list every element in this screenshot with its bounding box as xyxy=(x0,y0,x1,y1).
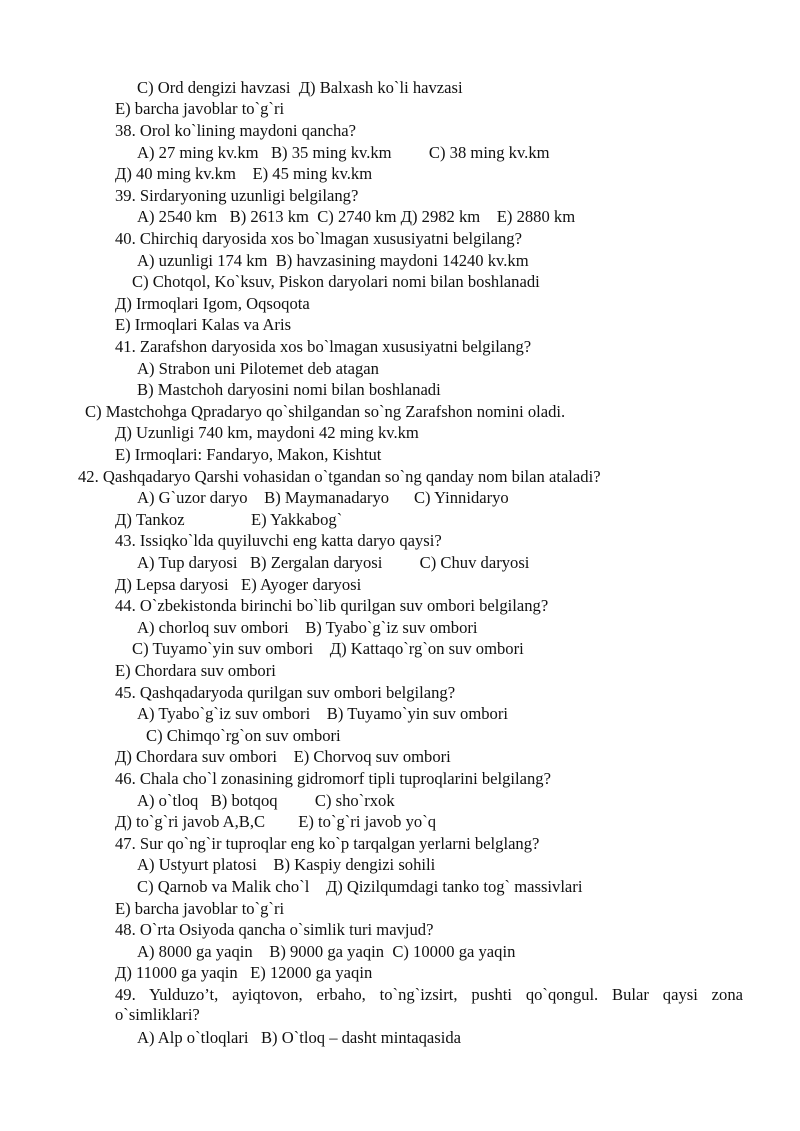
question-48: 48. O`rta Osiyoda qancha o`simlik turi mavjud? xyxy=(115,920,434,939)
text-line: C) Ord dengizi havzasi Д) Balxash ko`li havzasi xyxy=(137,78,463,97)
answer-options: Д) 11000 ga yaqin E) 12000 ga yaqin xyxy=(115,963,373,982)
answer-options: Д) to`g`ri javob A,B,C E) to`g`ri javob yo`q xyxy=(115,812,437,831)
answer-options: E) barcha javoblar to`g`ri xyxy=(115,899,285,918)
answer-options: C) Mastchohga Qpradaryo qo`shilgandan so`ng Zarafshon nomini oladi. xyxy=(85,402,566,421)
answer-options: A) Ustyurt platosi B) Kaspiy dengizi sohili xyxy=(137,855,436,874)
text-line: E) barcha javoblar to`g`ri xyxy=(115,99,285,118)
question-42: 42. Qashqadaryo Qarshi vohasidan o`tgandan so`ng qanday nom bilan ataladi? xyxy=(78,467,601,486)
question-49: 49. Yulduzo’t, ayiqtovon, erbaho, to`ng`izsirt, pushti qo`qongul. Bular qaysi zona o`simliklari? xyxy=(115,985,743,1024)
answer-options: E) Irmoqlari: Fandaryo, Makon, Kishtut xyxy=(115,445,382,464)
answer-options: Д) 40 ming kv.km E) 45 ming kv.km xyxy=(115,164,373,183)
question-43: 43. Issiqko`lda quyiluvchi eng katta daryo qaysi? xyxy=(115,531,442,550)
answer-options: A) Tyabo`g`iz suv ombori B) Tuyamo`yin suv ombori xyxy=(137,704,508,723)
answer-options: C) Chotqol, Ko`ksuv, Piskon daryolari nomi bilan boshlanadi xyxy=(132,272,540,291)
answer-options: A) Alp o`tloqlari B) O`tloq – dasht mintaqasida xyxy=(137,1028,461,1047)
answer-options: Д) Irmoqlari Igom, Oqsoqota xyxy=(115,294,310,313)
answer-options: Д) Lepsa daryosi E) Ayoger daryosi xyxy=(115,575,362,594)
answer-options: A) Strabon uni Pilotemet deb atagan xyxy=(137,359,379,378)
answer-options: Д) Tankoz E) Yakkabog` xyxy=(115,510,343,529)
answer-options: A) 8000 ga yaqin B) 9000 ga yaqin C) 10000 ga yaqin xyxy=(137,942,516,961)
answer-options: A) o`tloq B) botqoq C) sho`rxok xyxy=(137,791,395,810)
question-45: 45. Qashqadaryoda qurilgan suv ombori belgilang? xyxy=(115,683,456,702)
answer-options: Д) Uzunligi 740 km, maydoni 42 ming kv.km xyxy=(115,423,419,442)
answer-options: A) G`uzor daryo B) Maymanadaryo C) Yinnidaryo xyxy=(137,488,509,507)
question-46: 46. Chala cho`l zonasining gidromorf tipli tuproqlarini belgilang? xyxy=(115,769,551,788)
answer-options: C) Chimqo`rg`on suv ombori xyxy=(146,726,341,745)
answer-options: A) 27 ming kv.km B) 35 ming kv.km C) 38 ming kv.km xyxy=(137,143,550,162)
answer-options: A) Tup daryosi B) Zergalan daryosi C) Chuv daryosi xyxy=(137,553,530,572)
answer-options: E) Chordara suv ombori xyxy=(115,661,276,680)
answer-options: C) Tuyamo`yin suv ombori Д) Kattaqo`rg`on suv ombori xyxy=(132,639,524,658)
question-41: 41. Zarafshon daryosida xos bo`lmagan xususiyatni belgilang? xyxy=(115,337,532,356)
answer-options: A) chorloq suv ombori B) Tyabo`g`iz suv ombori xyxy=(137,618,478,637)
question-40: 40. Chirchiq daryosida xos bo`lmagan xususiyatni belgilang? xyxy=(115,229,522,248)
answer-options: A) 2540 km B) 2613 km C) 2740 km Д) 2982 km E) 2880 km xyxy=(137,207,576,226)
answer-options: E) Irmoqlari Kalas va Aris xyxy=(115,315,292,334)
question-39: 39. Sirdaryoning uzunligi belgilang? xyxy=(115,186,359,205)
question-47: 47. Sur qo`ng`ir tuproqlar eng ko`p tarqalgan yerlarni belglang? xyxy=(115,834,540,853)
answer-options: Д) Chordara suv ombori E) Chorvoq suv ombori xyxy=(115,747,451,766)
answer-options: C) Qarnob va Malik cho`l Д) Qizilqumdagi tanko tog` massivlari xyxy=(137,877,583,896)
question-44: 44. O`zbekistonda birinchi bo`lib qurilgan suv ombori belgilang? xyxy=(115,596,549,615)
answer-options: B) Mastchoh daryosini nomi bilan boshlanadi xyxy=(137,380,441,399)
answer-options: A) uzunligi 174 km B) havzasining maydoni 14240 kv.km xyxy=(137,251,529,270)
question-38: 38. Orol ko`lining maydoni qancha? xyxy=(115,121,357,140)
